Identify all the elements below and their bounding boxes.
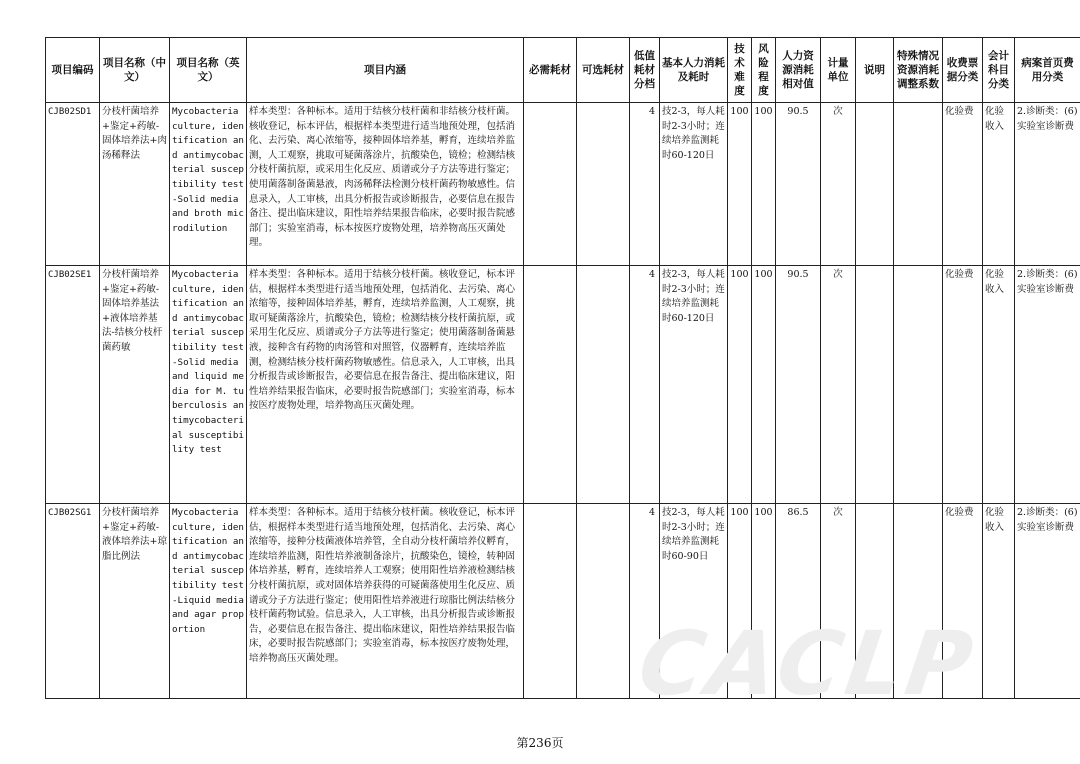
cell-labor: 技2-3，每人耗时2-3小时；连续培养监测耗时60-120日 xyxy=(660,103,728,266)
header-tech: 技术难度 xyxy=(728,38,752,103)
cell-content: 样本类型：各种标本。适用于结核分枝杆菌和非结核分枝杆菌。核收登记，标本评估，根据样本类型进行适当地预处理，包括消化、去污染、离心浓缩等，接种固体培养基，孵育，连续培养监测，人工观察，挑取可疑菌落涂片，抗酸染色，镜检；检测结核分枝杆菌抗原，或采用生化反应、质谱或分子方法等进行鉴定；使用菌落制备菌悬液，肉汤稀释法检测分枝杆菌药物敏感性。信息录入，人工审核，出具分析报告或诊断报告，必要信息在报告备注、提出临床建议，阳性培养结果报告临床，必要时报告院感部门；实验室消毒，标本按医疗废物处理，培养物高压灭菌处理。 xyxy=(247,103,524,266)
cell-tech: 100 xyxy=(728,504,752,699)
cell-unit: 次 xyxy=(821,266,856,504)
cell-note xyxy=(856,266,894,504)
cell-labor: 技2-3，每人耗时2-3小时；连续培养监测耗时60-120日 xyxy=(660,266,728,504)
header-risk: 风险程度 xyxy=(752,38,776,103)
cell-required xyxy=(524,103,577,266)
cell-fee-cat: 化验费 xyxy=(943,504,983,699)
cell-low-value: 4 xyxy=(630,103,660,266)
cell-name-en: Mycobacteria culture, identification and antimycobacterial susceptibility test-Liquid media and agar proportion xyxy=(170,504,247,699)
header-optional: 可选耗材 xyxy=(577,38,630,103)
watermark-logo: CACLP xyxy=(632,612,983,715)
cell-relative: 90.5 xyxy=(776,103,821,266)
cell-tech: 100 xyxy=(728,103,752,266)
cell-acct: 化验收入 xyxy=(983,103,1015,266)
cell-code: CJB02SD1 xyxy=(46,103,100,266)
cell-special xyxy=(894,266,943,504)
header-note: 说明 xyxy=(856,38,894,103)
cell-code: CJB02SE1 xyxy=(46,266,100,504)
cell-special xyxy=(894,504,943,699)
header-unit: 计量单位 xyxy=(821,38,856,103)
cell-risk: 100 xyxy=(752,266,776,504)
cell-risk: 100 xyxy=(752,103,776,266)
cell-special xyxy=(894,103,943,266)
cell-labor: 技2-3，每人耗时2-3小时；连续培养监测耗时60-90日 xyxy=(660,504,728,699)
cell-low-value: 4 xyxy=(630,504,660,699)
header-relative: 人力资源消耗相对值 xyxy=(776,38,821,103)
cell-acct: 化验收入 xyxy=(983,266,1015,504)
cell-unit: 次 xyxy=(821,504,856,699)
cell-optional xyxy=(577,504,630,699)
cell-name-cn: 分枝杆菌培养+鉴定+药敏-液体培养法+琼脂比例法 xyxy=(100,504,170,699)
cell-name-cn: 分枝杆菌培养+鉴定+药敏-固体培养基法+液体培养基法-结核分枝杆菌药敏 xyxy=(100,266,170,504)
cell-record: 2.诊断类：(6)实验室诊断费 xyxy=(1015,504,1080,699)
header-name-cn: 项目名称（中文） xyxy=(100,38,170,103)
cell-fee-cat: 化验费 xyxy=(943,103,983,266)
cell-optional xyxy=(577,103,630,266)
cell-name-cn: 分枝杆菌培养+鉴定+药敏-固体培养法+肉汤稀释法 xyxy=(100,103,170,266)
header-code: 项目编码 xyxy=(46,38,100,103)
cell-optional xyxy=(577,266,630,504)
table-row xyxy=(46,103,1080,266)
header-acct: 会计科目分类 xyxy=(983,38,1015,103)
cell-required xyxy=(524,504,577,699)
cell-name-en: Mycobacteria culture, identification and antimycobacterial susceptibility test-Solid media and broth microdilution xyxy=(170,103,247,266)
cell-risk: 100 xyxy=(752,504,776,699)
cell-note xyxy=(856,103,894,266)
header-labor: 基本人力消耗及耗时 xyxy=(660,38,728,103)
fee-table-container xyxy=(45,37,1080,699)
cell-record: 2.诊断类：(6)实验室诊断费 xyxy=(1015,266,1080,504)
cell-content: 样本类型：各种标本。适用于结核分枝杆菌。核收登记，标本评估，根据样本类型进行适当地预处理，包括消化、去污染、离心浓缩等，接种固体培养基，孵育，连续培养监测，人工观察，挑取可疑菌落涂片，抗酸染色，镜检；检测结核分枝杆菌抗原，或采用生化反应、质谱或分子方法等进行鉴定；使用菌落制备菌悬液，接种含有药物的肉汤管和对照管，仪器孵育，连续培养监测，检测结核分枝杆菌药物敏感性。信息录入，人工审核，出具分析报告或诊断报告，必要信息在报告备注、提出临床建议，阳性培养结果报告临床，必要时报告院感部门；实验室消毒，标本按医疗废物处理，培养物高压灭菌处理。 xyxy=(247,266,524,504)
table-row xyxy=(46,504,1080,699)
cell-code: CJB02SG1 xyxy=(46,504,100,699)
cell-fee-cat: 化验费 xyxy=(943,266,983,504)
header-special: 特殊情况资源消耗调整系数 xyxy=(894,38,943,103)
cell-relative: 90.5 xyxy=(776,266,821,504)
header-row xyxy=(46,38,1080,103)
header-required: 必需耗材 xyxy=(524,38,577,103)
cell-note xyxy=(856,504,894,699)
cell-required xyxy=(524,266,577,504)
cell-low-value: 4 xyxy=(630,266,660,504)
cell-record: 2.诊断类：(6)实验室诊断费 xyxy=(1015,103,1080,266)
header-content: 项目内涵 xyxy=(247,38,524,103)
table-row xyxy=(46,266,1080,504)
header-fee-cat: 收费票据分类 xyxy=(943,38,983,103)
fee-table xyxy=(45,37,1080,699)
header-name-en: 项目名称（英文） xyxy=(170,38,247,103)
header-record: 病案首页费用分类 xyxy=(1015,38,1080,103)
cell-unit: 次 xyxy=(821,103,856,266)
cell-acct: 化验收入 xyxy=(983,504,1015,699)
cell-relative: 86.5 xyxy=(776,504,821,699)
cell-content: 样本类型：各种标本。适用于结核分枝杆菌。核收登记，标本评估，根据样本类型进行适当地预处理，包括消化、去污染、离心浓缩等，接种分枝菌液体培养管，全自动分枝杆菌培养仪孵育，连续培养监测，阳性培养液制备涂片，抗酸染色，镜检，转种固体培养基，孵育，连续培养人工观察；使用阳性培养液检测结核分枝杆菌抗原，或对固体培养获得的可疑菌落使用生化反应、质谱或分子方法进行鉴定；使用阳性培养液进行琼脂比例法结核分枝杆菌药物试验。信息录入，人工审核，出具分析报告或诊断报告，必要信息在报告备注、提出临床建议，阳性培养结果报告临床，必要时报告院感部门；实验室消毒，标本按医疗废物处理，培养物高压灭菌处理。 xyxy=(247,504,524,699)
cell-name-en: Mycobacteria culture, identification and antimycobacterial susceptibility test-Solid media and liquid media for M. tuberculosis antimycobacterial susceptibility test xyxy=(170,266,247,504)
header-low-value: 低值耗材分档 xyxy=(630,38,660,103)
cell-tech: 100 xyxy=(728,266,752,504)
page-number: 第236页 xyxy=(516,736,564,750)
